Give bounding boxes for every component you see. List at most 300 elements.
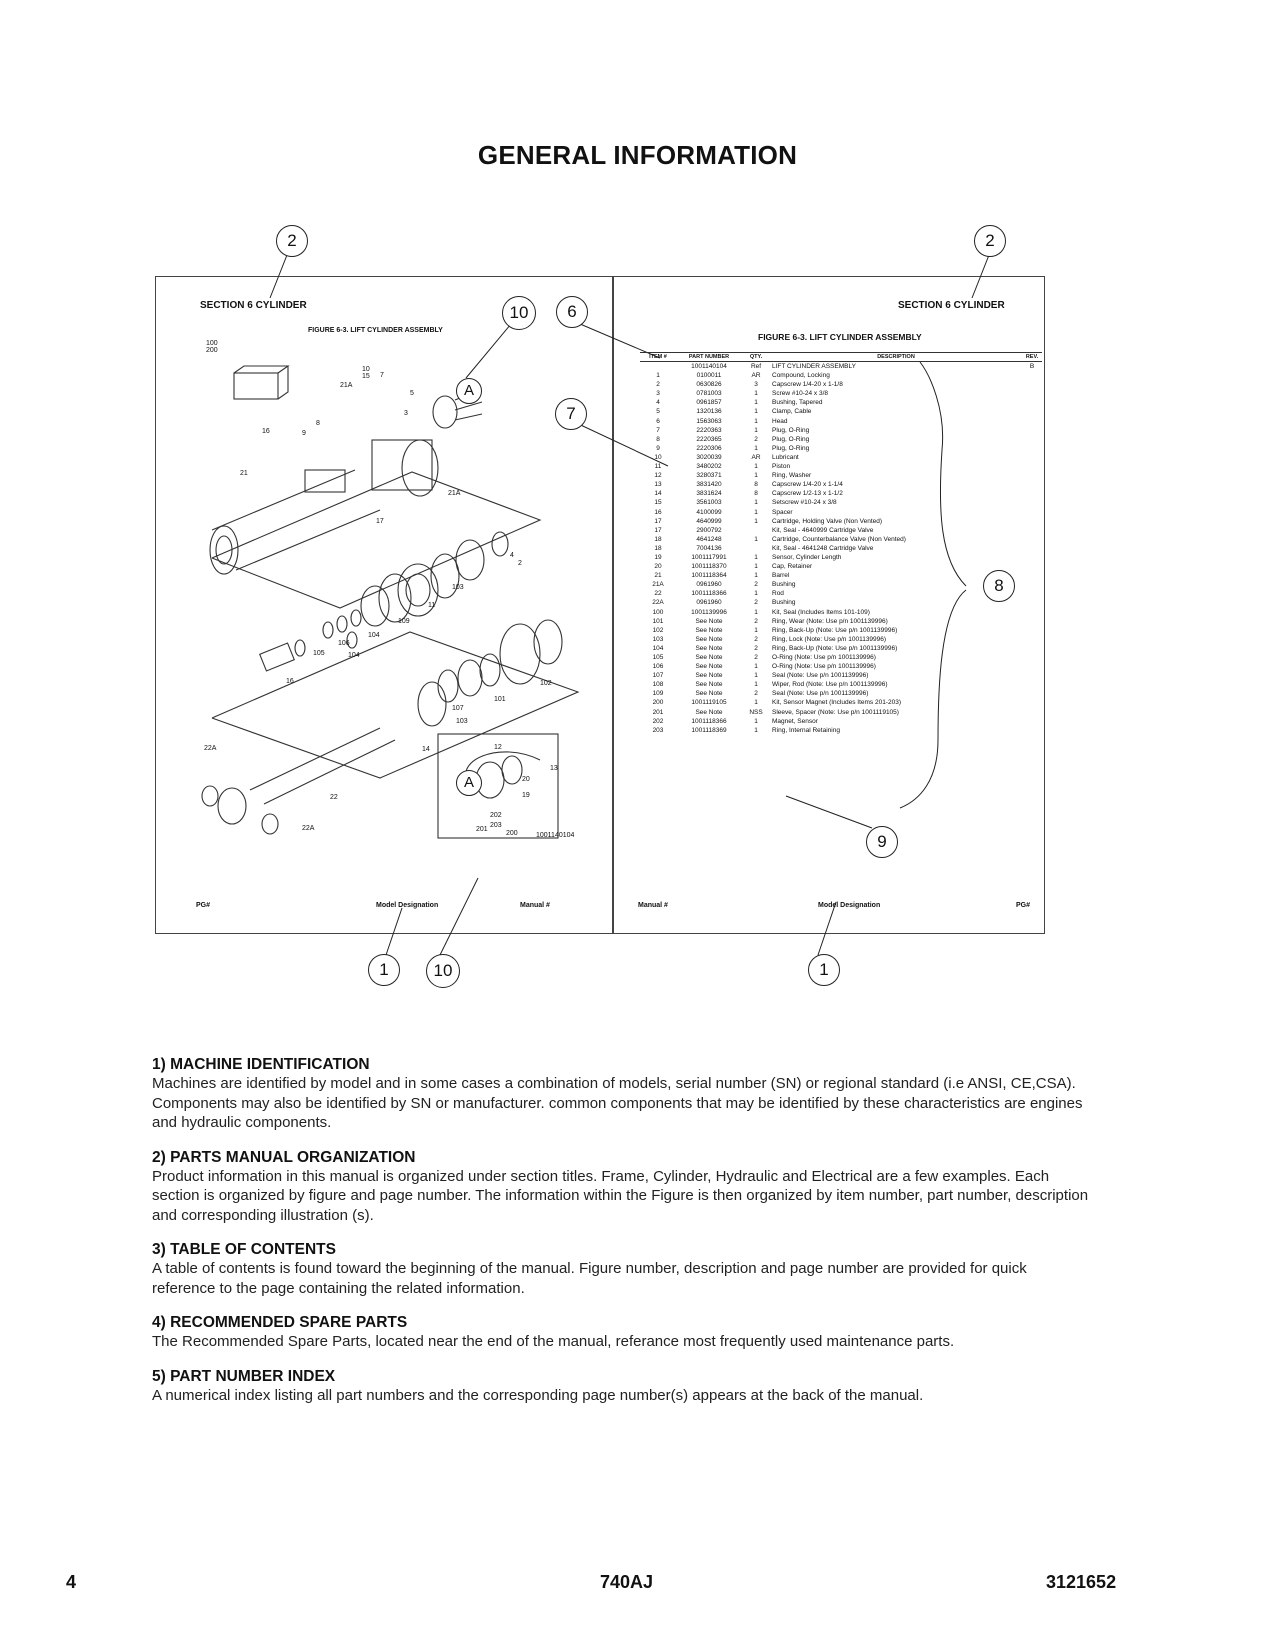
diagram-item-label: 13	[550, 765, 558, 772]
col-rev-header: REV.	[1022, 353, 1042, 362]
part-number-cell: See Note	[695, 672, 723, 680]
diagram-item-label: 104	[348, 652, 360, 659]
part-number-cell: See Note	[695, 708, 723, 716]
rev-cell	[1022, 462, 1042, 471]
parts-table-row	[640, 580, 1042, 589]
part-number-cell: 7004136	[696, 544, 722, 552]
rev-cell	[1022, 717, 1042, 726]
parts-table-row	[640, 544, 1042, 553]
item-cell: 21A	[652, 581, 664, 589]
description-cell: Bushing	[772, 599, 796, 607]
description-cell: Plug, O-Ring	[772, 426, 810, 434]
rev-cell	[1022, 471, 1042, 480]
description-cell: LIFT CYLINDER ASSEMBLY	[772, 363, 856, 370]
footer-model: 740AJ	[600, 1572, 654, 1592]
parts-table-row	[640, 471, 1042, 480]
parts-table-row	[640, 535, 1042, 544]
diagram-item-label: 12	[494, 744, 502, 751]
rev-cell	[1022, 698, 1042, 707]
rev-cell	[1022, 380, 1042, 389]
qty-cell: 2	[754, 690, 758, 698]
diagram-item-label: 200	[506, 830, 518, 837]
parts-table-row	[640, 644, 1042, 653]
item-cell: 100	[652, 608, 664, 616]
item-cell: 1	[656, 372, 660, 380]
information-sections	[152, 1056, 1092, 1421]
diagram-item-label: 105	[313, 650, 325, 657]
qty-cell: 1	[754, 444, 758, 452]
parts-table-header	[640, 353, 1042, 362]
col-desc-header: DESCRIPTION	[770, 353, 1022, 362]
qty-cell: 1	[754, 535, 758, 543]
qty-cell: 8	[754, 481, 758, 489]
description-cell: Magnet, Sensor	[772, 717, 818, 725]
rev-cell	[1022, 635, 1042, 644]
parts-table-row	[640, 571, 1042, 580]
item-cell: 104	[652, 644, 664, 652]
diagram-item-label: 22	[330, 794, 338, 801]
qty-cell: 1	[754, 572, 758, 580]
part-number-cell: 3020039	[696, 453, 722, 461]
left-footer-manual: Manual #	[520, 902, 550, 909]
item-cell: 2	[656, 381, 660, 389]
item-cell: 108	[652, 681, 664, 689]
qty-cell: 1	[754, 399, 758, 407]
rev-cell	[1022, 498, 1042, 507]
rev-cell	[1022, 708, 1042, 717]
item-cell: 18	[654, 544, 662, 552]
description-cell: Cartridge, Counterbalance Valve (Non Vented)	[772, 535, 906, 543]
qty-cell: 3	[754, 381, 758, 389]
item-cell: 17	[654, 517, 662, 525]
part-number-cell: 2900792	[696, 526, 722, 534]
description-cell: Seal (Note: Use p/n 1001139996)	[772, 672, 869, 680]
diagram-item-label: 104	[368, 632, 380, 639]
part-number-cell: 0961857	[696, 399, 722, 407]
item-cell: 7	[656, 426, 660, 434]
parts-table-row	[640, 435, 1042, 444]
rev-cell	[1022, 553, 1042, 562]
rev-cell	[1022, 626, 1042, 635]
qty-cell: 1	[754, 390, 758, 398]
diagram-item-label: 107	[452, 705, 464, 712]
item-cell: 105	[652, 654, 664, 661]
description-cell: Spacer	[772, 508, 793, 516]
qty-cell: 1	[754, 608, 758, 616]
part-number-cell: See Note	[695, 663, 723, 671]
qty-cell: 2	[754, 599, 758, 607]
qty-cell: 2	[754, 581, 758, 589]
rev-cell	[1022, 489, 1042, 498]
part-number-cell: 2220363	[696, 426, 722, 434]
callout-10-top: 10	[502, 296, 536, 330]
part-number-cell: 1001118366	[691, 717, 727, 725]
callout-6: 6	[556, 296, 588, 328]
item-cell: 22	[654, 590, 662, 598]
callout-2-right: 2	[974, 225, 1006, 257]
item-cell: 17	[654, 526, 662, 534]
section-table-of-contents	[152, 1241, 1092, 1298]
section-body: A table of contents is found toward the beginning of the manual. Figure number, description and page number are provided for quick reference to the page containing the related information.	[152, 1260, 1027, 1297]
section-body: Product information in this manual is organized under section titles. Frame, Cylinder, Hydraulic and Electrical are a few examples. Each section is organized by figure and page number. The information within the Figure is then organized by item number, part number, description and corresponding illustration (s).	[152, 1167, 1089, 1224]
detail-a-marker-bottom: A	[456, 770, 482, 796]
section-body: The Recommended Spare Parts, located near the end of the manual, referance most frequently used maintenance parts.	[152, 1333, 955, 1350]
description-cell: Bushing	[772, 581, 796, 589]
qty-cell: Ref	[750, 363, 762, 370]
diagram-item-label: 5	[410, 390, 414, 397]
diagram-item-label: 103	[452, 584, 464, 591]
part-number-cell: 0630826	[696, 381, 722, 389]
item-cell: 106	[652, 663, 664, 671]
part-number-cell: See Note	[695, 681, 723, 689]
parts-table-row	[640, 508, 1042, 517]
item-cell: 101	[652, 617, 664, 625]
qty-cell: 2	[754, 435, 758, 443]
description-cell: Clamp, Cable	[772, 408, 812, 416]
diagram-item-label: 7	[380, 372, 384, 379]
rev-cell	[1022, 435, 1042, 444]
section-heading: 2) PARTS MANUAL ORGANIZATION	[152, 1148, 416, 1166]
description-cell: Screw #10-24 x 3/8	[772, 390, 829, 398]
diagram-item-label: 202	[490, 812, 502, 819]
page-title: GENERAL INFORMATION	[477, 140, 798, 170]
section-body: Machines are identified by model and in some cases a combination of models, serial number (SN) or regional standard (i.e ANSI, CE,CSA). Components may also be identified by SN or manufacturer. common components that may be identified by these characteristics are engines and hydraulic components.	[152, 1075, 1083, 1131]
qty-cell: NSS	[749, 708, 763, 716]
part-number-cell: 3280371	[696, 472, 722, 480]
rev-cell	[1022, 417, 1042, 426]
section-machine-identification	[152, 1056, 1092, 1133]
rev-cell	[1022, 644, 1042, 653]
rev-cell	[1022, 617, 1042, 626]
part-number-cell: 1001118369	[691, 726, 727, 734]
part-number-cell: See Note	[695, 617, 723, 625]
description-cell: Setscrew #10-24 x 3/8	[772, 499, 837, 507]
parts-table-row	[640, 689, 1042, 698]
rev-cell	[1022, 453, 1042, 462]
qty-cell: 1	[754, 508, 758, 516]
rev-cell	[1022, 480, 1042, 489]
left-figure-caption: FIGURE 6-3. LIFT CYLINDER ASSEMBLY	[308, 327, 443, 334]
item-cell: 201	[652, 708, 664, 716]
description-cell: Ring, Back-Up (Note: Use p/n 1001139996)	[772, 644, 898, 652]
part-number-cell: 3561003	[696, 499, 722, 507]
qty-cell: 1	[754, 472, 758, 480]
item-cell: 16	[654, 508, 662, 516]
rev-cell	[1022, 689, 1042, 698]
callout-7: 7	[555, 398, 587, 430]
parts-table-row	[640, 453, 1042, 462]
parts-table-row	[640, 598, 1042, 607]
part-number-cell: See Note	[695, 626, 723, 634]
part-number-cell: 3831624	[696, 490, 722, 498]
diagram-item-label: 17	[376, 518, 384, 525]
description-cell: Piston	[772, 463, 791, 471]
item-cell: 4	[656, 399, 660, 407]
left-footer-model: Model Designation	[376, 902, 439, 909]
parts-table-row	[640, 671, 1042, 680]
parts-table-row	[640, 662, 1042, 671]
section-parts-manual-organization	[152, 1149, 1092, 1226]
diagram-item-label: 11	[428, 602, 436, 609]
item-cell: 18	[654, 535, 662, 543]
qty-cell: 1	[754, 672, 758, 680]
part-number-cell: 4641248	[696, 535, 722, 543]
rev-cell	[1022, 371, 1042, 380]
parts-table-row	[640, 371, 1042, 380]
diagram-item-label: 20	[522, 776, 530, 783]
rev-cell	[1022, 580, 1042, 589]
item-cell: 109	[652, 690, 664, 698]
item-cell: 11	[654, 463, 662, 471]
right-footer-pg: PG#	[1016, 902, 1031, 909]
parts-table-row	[640, 617, 1042, 626]
parts-table-row	[640, 526, 1042, 535]
qty-cell: 1	[754, 699, 758, 707]
part-number-cell: 1001118366	[691, 590, 727, 598]
description-cell: Head	[772, 417, 788, 425]
parts-table-row	[640, 426, 1042, 435]
item-cell: 200	[652, 699, 664, 707]
rev-cell	[1022, 671, 1042, 680]
qty-cell: 1	[754, 463, 758, 471]
diagram-item-label: 10	[362, 366, 370, 373]
description-cell: Wiper, Rod (Note: Use p/n 1001139996)	[772, 681, 888, 689]
left-footer-pg: PG#	[196, 902, 211, 909]
col-qty-header: QTY.	[742, 353, 770, 362]
rev-cell	[1022, 398, 1042, 407]
parts-table-row	[640, 380, 1042, 389]
footer-page-number: 4	[66, 1572, 77, 1592]
part-number-cell: 1001140104	[691, 363, 727, 370]
col-item-header: ITEM #	[640, 353, 676, 362]
item-cell: 20	[654, 563, 662, 571]
description-cell: Ring, Internal Retaining	[772, 726, 840, 734]
parts-table-row	[640, 608, 1042, 617]
description-cell: Sleeve, Spacer (Note: Use p/n 1001119105)	[772, 708, 899, 716]
parts-table-row	[640, 726, 1042, 735]
parts-table-row	[640, 462, 1042, 471]
callout-10-bottom: 10	[426, 954, 460, 988]
diagram-item-label: 21A	[340, 382, 353, 389]
part-number-cell: See Note	[695, 644, 723, 652]
part-number-cell: 0961960	[696, 599, 722, 607]
part-number-cell: 2220306	[696, 444, 722, 452]
description-cell: Seal (Note: Use p/n 1001139996)	[772, 690, 869, 698]
part-number-cell: 0100011	[696, 372, 722, 380]
part-number-cell: See Note	[695, 690, 723, 698]
qty-cell: 1	[754, 726, 758, 734]
diagram-item-label: 1001140104	[536, 832, 575, 839]
description-cell: O-Ring (Note: Use p/n 1001139996)	[772, 663, 876, 671]
rev-cell	[1022, 571, 1042, 580]
parts-table-row	[640, 680, 1042, 689]
callout-9: 9	[866, 826, 898, 858]
diagram-item-label: 9	[302, 430, 306, 437]
parts-table-row	[640, 489, 1042, 498]
right-footer-model: Model Designation	[818, 902, 881, 909]
parts-table-row	[640, 389, 1042, 398]
qty-cell: 1	[754, 426, 758, 434]
detail-a-marker-top: A	[456, 378, 482, 404]
parts-table-row	[640, 653, 1042, 662]
description-cell: Plug, O-Ring	[772, 435, 810, 443]
part-number-cell: 0781003	[696, 390, 722, 398]
item-cell: 8	[656, 435, 660, 443]
qty-cell: 1	[754, 590, 758, 598]
diagram-item-label: 21A	[448, 490, 461, 497]
diagram-item-label: 21	[240, 470, 248, 477]
description-cell: O-Ring (Note: Use p/n 1001139996)	[772, 654, 876, 661]
qty-cell: 8	[754, 490, 758, 498]
callout-1-left: 1	[368, 954, 400, 986]
item-cell: 5	[656, 408, 660, 416]
item-cell: 19	[654, 553, 662, 561]
section-heading: 1) MACHINE IDENTIFICATION	[152, 1056, 370, 1073]
diagram-item-label: 203	[490, 822, 502, 829]
parts-table-row	[640, 562, 1042, 571]
parts-table-row	[640, 407, 1042, 416]
qty-cell: 1	[754, 408, 758, 416]
diagram-item-label: 16	[286, 678, 294, 685]
part-number-cell: 3831420	[696, 481, 722, 489]
item-cell: 103	[652, 635, 664, 643]
diagram-item-label: 4	[510, 552, 514, 559]
diagram-item-label: 100	[206, 340, 218, 347]
item-cell: 3	[656, 390, 660, 398]
rev-cell	[1022, 608, 1042, 617]
footer-manual-number: 3121652	[1046, 1572, 1117, 1592]
part-number-cell: 1001118364	[691, 572, 727, 580]
description-cell: Capscrew 1/4-20 x 1-1/8	[772, 381, 843, 389]
rev-cell	[1022, 535, 1042, 544]
qty-cell: 1	[754, 499, 758, 507]
rev-cell	[1022, 517, 1042, 526]
part-number-cell: 1001117991	[691, 553, 727, 561]
diagram-item-label: 22A	[204, 745, 217, 752]
item-cell	[640, 362, 676, 372]
part-number-cell: 4100099	[696, 508, 722, 516]
qty-cell: 2	[754, 617, 758, 625]
description-cell: Sensor, Cylinder Length	[772, 553, 842, 561]
section-heading: 5) PART NUMBER INDEX	[152, 1367, 336, 1385]
qty-cell: 1	[754, 626, 758, 634]
parts-table-row	[640, 480, 1042, 489]
qty-cell: AR	[751, 453, 761, 461]
description-cell: Kit, Seal - 4641248 Cartridge Valve	[772, 544, 874, 552]
description-cell: Capscrew 1/2-13 x 1-1/2	[772, 490, 843, 498]
item-cell: 203	[652, 726, 664, 734]
diagram-item-label: 3	[404, 410, 408, 417]
diagram-item-label: 200	[206, 347, 218, 354]
section-heading: 4) RECOMMENDED SPARE PARTS	[152, 1314, 408, 1331]
right-figure-caption: FIGURE 6-3. LIFT CYLINDER ASSEMBLY	[758, 332, 922, 342]
rev-cell	[1022, 598, 1042, 607]
diagram-item-label: 8	[316, 420, 320, 427]
description-cell: Kit, Seal - 4640999 Cartridge Valve	[772, 526, 874, 534]
description-cell: Capscrew 1/4-20 x 1-1/4	[772, 481, 843, 489]
part-number-cell: 3480202	[696, 463, 722, 471]
rev-cell	[1022, 426, 1042, 435]
parts-table-row	[640, 698, 1042, 707]
qty-cell: 2	[754, 644, 758, 652]
parts-table-row	[640, 553, 1042, 562]
diagram-item-label: 16	[262, 428, 270, 435]
qty-cell	[742, 526, 770, 535]
part-number-cell: 1001139996	[691, 608, 727, 616]
rev-cell	[1022, 508, 1042, 517]
rev-cell	[1022, 680, 1042, 689]
rev-cell	[1022, 562, 1042, 571]
description-cell: Rod	[772, 590, 784, 598]
parts-table-row	[640, 444, 1042, 453]
item-cell: 13	[654, 481, 662, 489]
qty-cell: 1	[754, 517, 758, 525]
right-section-header: SECTION 6 CYLINDER	[898, 300, 1005, 311]
diagram-item-label: 15	[362, 373, 370, 380]
section-body: A numerical index listing all part numbers and the corresponding page number(s) appears at the back of the manual.	[152, 1386, 924, 1404]
diagram-item-label: 103	[456, 718, 468, 725]
item-cell: 9	[656, 444, 660, 452]
rev-cell	[1022, 407, 1042, 416]
section-part-number-index	[152, 1368, 1092, 1406]
section-recommended-spare-parts	[152, 1314, 1092, 1352]
item-cell: 6	[656, 417, 660, 425]
parts-table-row	[640, 635, 1042, 644]
item-cell: 12	[654, 472, 662, 480]
diagram-item-label: 106	[338, 640, 350, 647]
item-cell: 202	[652, 717, 664, 725]
part-number-cell: See Note	[695, 635, 723, 643]
parts-table-row	[640, 498, 1042, 507]
qty-cell: 1	[754, 717, 758, 725]
callout-2-left: 2	[276, 225, 308, 257]
part-number-cell: 1563063	[696, 417, 722, 425]
item-cell: 21	[654, 572, 662, 580]
diagram-item-label: 109	[398, 618, 410, 625]
description-cell: Cap, Retainer	[772, 563, 813, 571]
description-cell: Ring, Lock (Note: Use p/n 1001139996)	[772, 635, 887, 643]
qty-cell: 2	[754, 635, 758, 643]
part-number-cell: 2220365	[696, 435, 722, 443]
part-number-cell: See Note	[695, 654, 723, 661]
description-cell: Bushing, Tapered	[772, 399, 823, 407]
rev-cell	[1022, 653, 1042, 662]
item-cell: 102	[652, 626, 664, 634]
right-footer-manual: Manual #	[638, 902, 668, 909]
parts-table-row	[640, 517, 1042, 526]
qty-cell: 1	[754, 417, 758, 425]
qty-cell: 1	[754, 563, 758, 571]
section-heading: 3) TABLE OF CONTENTS	[152, 1241, 336, 1258]
diagram-item-label: 101	[494, 696, 506, 703]
diagram-item-label: 22A	[302, 825, 315, 832]
part-number-cell: 1320136	[696, 408, 722, 416]
part-number-cell: 0961960	[696, 581, 722, 589]
description-cell: Cartridge, Holding Valve (Non Vented)	[772, 517, 883, 525]
diagram-item-label: 19	[522, 792, 530, 799]
parts-table-row	[640, 417, 1042, 426]
qty-cell: 2	[754, 654, 758, 661]
description-cell: Compound, Locking	[772, 372, 830, 380]
diagram-item-label: 201	[476, 826, 488, 833]
rev-cell	[1022, 389, 1042, 398]
description-cell: Lubricant	[772, 453, 799, 461]
description-cell: Kit, Sensor Magnet (Includes Items 201-203)	[772, 699, 901, 707]
description-cell: Ring, Wear (Note: Use p/n 1001139996)	[772, 617, 888, 625]
rev-cell	[1022, 589, 1042, 598]
diagram-item-label: 2	[518, 560, 522, 567]
rev-cell	[1022, 544, 1042, 553]
